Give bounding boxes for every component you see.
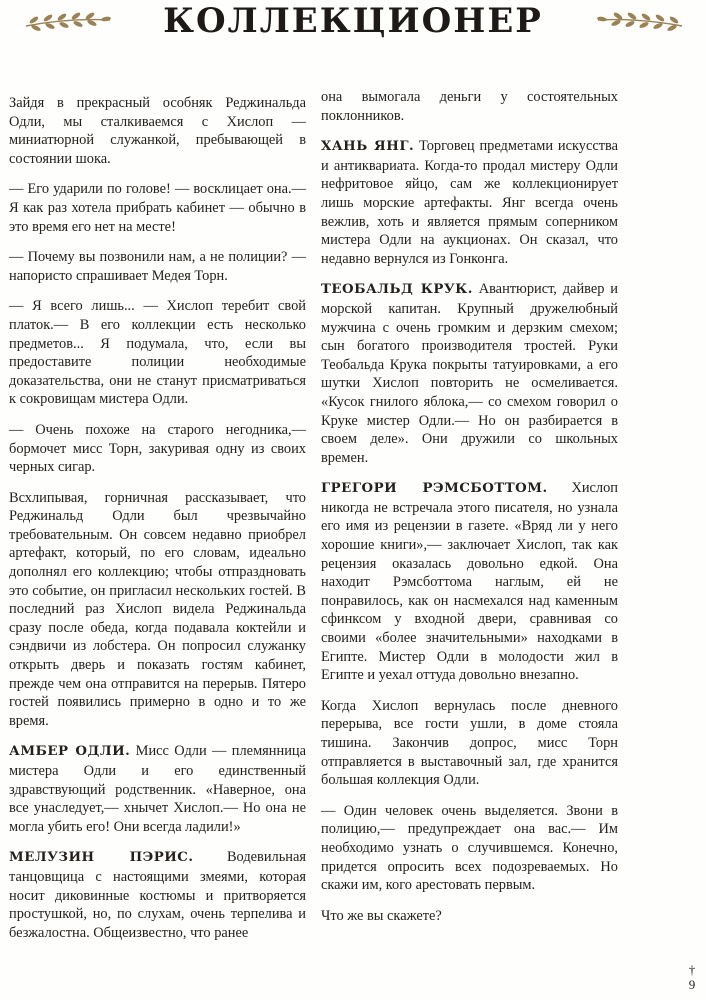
page-header	[0, 0, 706, 50]
dagger-icon: †	[688, 962, 696, 977]
left-column	[9, 94, 306, 954]
suspect-paris-continuation: она вымогала деньги у состоятельных поклонников.	[321, 89, 618, 124]
paragraph-question: Что же вы скажете?	[321, 907, 442, 924]
paragraph-dialogue-2: — Почему вы позвонили нам, а не полиции? — напористо спрашивает Медея Торн.	[9, 249, 306, 284]
suspect-text-paris: Водевильная танцовщица с настоящими змеями, которая носит диковинные костюмы и притворяется простушкой, но, по слухам, очень терпелива и безжалостна. Общеизвестно, что ранее	[9, 849, 306, 941]
suspect-name-yang: ХАНЬ ЯНГ.	[321, 139, 415, 155]
paragraph-return: Когда Хислоп вернулась после дневного перерыва, все гости ушли, в доме стояла тишина. Закончив допрос, мисс Торн отправляется в выставочный зал, где хранится большая коллекция Одли.	[321, 697, 618, 789]
paragraph-story: Всхлипывая, горничная рассказывает, что Реджинальд Одли был чрезвычайно требовательным. Он совсем недавно приобрел артефакт, который, по его словам, идеально дополнял его коллекцию; чтобы отпраздновать это событие, он пригласил нескольких гостей. В последний раз Хислоп видела Реджинальда сразу после обеда, когда подавала коктейли и сэндвичи из лобстера. Он попросил служанку открыть дверь и показать гостям кабинет, прежде чем она отправится на перерыв. Пятеро гостей появились примерно в одно и то же время.	[9, 489, 306, 729]
suspect-name-ramsbottom: ГРЕГОРИ РЭМСБОТТОМ.	[321, 481, 548, 497]
suspect-entry-ramsbottom	[321, 479, 618, 685]
suspect-entry-audley	[9, 742, 306, 836]
paragraph-intro: Зайдя в прекрасный особняк Реджинальда Одли, мы сталкиваемся с Хислоп — миниатюрной служанкой, пребывающей в состоянии шока.	[9, 95, 306, 167]
page-title: КОЛЛЕКЦИОНЕР	[163, 1, 543, 41]
page-number: 9	[688, 977, 696, 992]
laurel-right-icon	[594, 10, 686, 32]
suspect-text-yang: Торговец предметами искусства и антиквариата. Когда-то продал мистеру Одли нефритовое яйцо, сам же коллекционирует лишь морские артефакты. Янг всегда очень вежлив, хоть и является прямым соперником мистера Одли на аукционах. Он сказал, что недавно вернулся из Гонконга.	[321, 138, 618, 267]
paragraph-dialogue-4: — Очень похоже на старого негодника,— бормочет мисс Торн, закуривая одну из своих черных сигар.	[9, 421, 306, 476]
suspect-entry-yang	[321, 137, 618, 268]
paragraph-dialogue-3: — Я всего лишь... — Хислоп теребит свой платок.— В его коллекции есть несколько предметов... Я подумала, что, если вы предоставите полиции необходимые доказательства, они не станут присматриваться к сокровищам мистера Одли.	[9, 298, 306, 408]
suspect-text-crook: Авантюрист, дайвер и морской капитан. Крупный дружелюбный мужчина с очень громким и дерзким смехом; сын богатого производителя тростей. Руки Теобальда Крука покрыты татуировками, а его шутки Хислоп повторить не осмеливается. «Кусок гнилого яблока,— со смехом говорил о Круке мистер Одли.— Но он разбирается в своем деле». Они дружили со школьных времен.	[321, 281, 618, 466]
suspect-name-audley: АМБЕР ОДЛИ.	[9, 744, 131, 760]
suspect-name-crook: ТЕОБАЛЬД КРУК.	[321, 282, 473, 298]
suspect-entry-crook	[321, 280, 618, 467]
right-column	[321, 88, 618, 937]
suspect-text-audley: Мисс Одли — племянница мистера Одли и его единственный здравствующий родственник. «Наверное, она все унаследует,— хнычет Хислоп.— Но она не могла убить его! Они всегда ладили!»	[9, 743, 306, 835]
suspect-text-ramsbottom: Хислоп никогда не встречала этого писателя, но узнала его имя из рецензии в газете. «Вряд ли у него хорошие книги»,— заключает Хислоп, так как рецензия оказалась довольно едкой. Она находит Рэмсботтома наглым, ей не понравилось, как он насмехался над каменным сфинксом у входной двери, сравнивая со своими «более значительными» находками в Египте. Мистер Одли в молодости жил в Египте и уехал оттуда довольно внезапно.	[321, 480, 618, 684]
paragraph-warning: — Один человек очень выделяется. Звони в полицию,— предупреждает она вас.— Им необходимо узнать о случившемся. Конечно, придется опросить всех подозреваемых. Но скажи им, кого арестовать первым.	[321, 802, 618, 894]
page-folio	[682, 962, 702, 992]
suspect-name-paris: МЕЛУЗИН ПЭРИС.	[9, 850, 194, 866]
paragraph-dialogue-1: — Его ударили по голове! — восклицает она.— Я как раз хотела прибрать кабинет — обычно в это время его нет на месте!	[9, 181, 306, 235]
suspect-entry-paris	[9, 848, 306, 942]
